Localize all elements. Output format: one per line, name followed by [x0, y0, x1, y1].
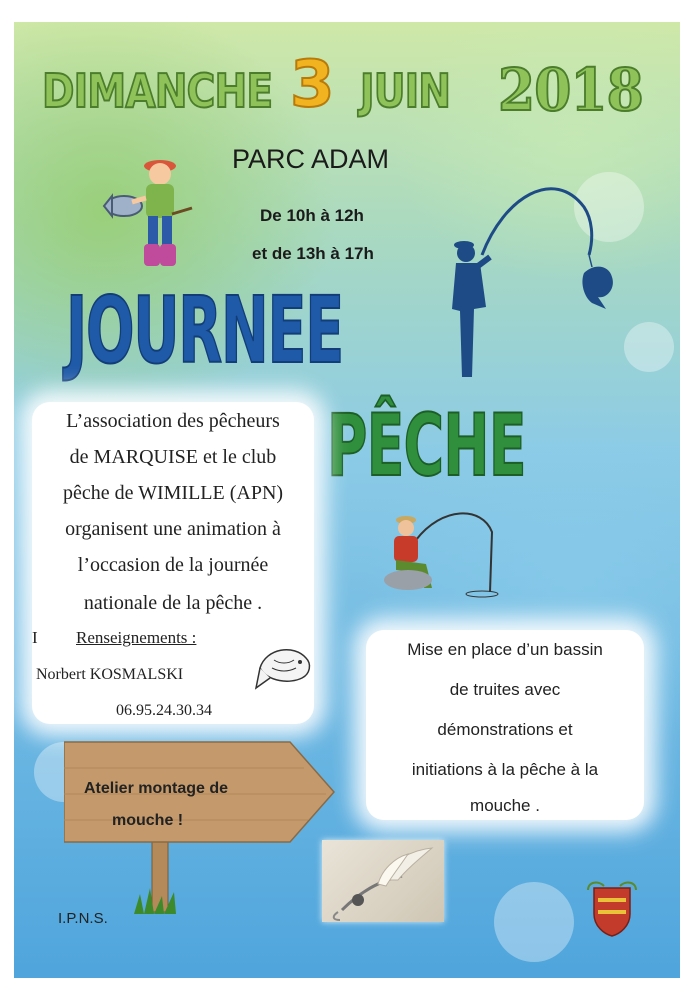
fisherman-with-fish-icon	[102, 144, 194, 272]
bassin-card	[366, 630, 644, 820]
date-day-number: 3	[290, 48, 334, 122]
bassin-line: initiations à la pêche à la	[411, 760, 599, 779]
sign-text-line1: Atelier montage de	[84, 780, 229, 797]
association-line: l’occasion de la journée	[77, 554, 269, 576]
poster	[14, 22, 680, 978]
date-year: 2018	[498, 56, 643, 124]
angler-silhouette-icon	[434, 177, 634, 382]
title-journee: JOURNEE	[66, 277, 343, 384]
date-month: JUIN	[360, 64, 451, 118]
fish-drawing-icon	[254, 638, 318, 694]
hours-afternoon: et de 13h à 17h	[252, 244, 374, 263]
hours-morning: De 10h à 12h	[260, 206, 364, 225]
event-place: PARC ADAM	[232, 144, 390, 174]
association-line: de MARQUISE et le club	[69, 446, 277, 468]
wooden-signpost-icon	[64, 738, 354, 918]
association-line: nationale de la pêche .	[83, 592, 263, 614]
association-line: organisent une animation à	[65, 518, 281, 540]
date-day: DIMANCHE	[42, 64, 273, 118]
association-card	[32, 402, 314, 724]
info-label: Renseignements :	[76, 628, 197, 647]
bassin-line: démonstrations et	[437, 720, 573, 739]
bassin-line: de truites avec	[449, 680, 561, 699]
association-line: pêche de WIMILLE (APN)	[62, 482, 284, 504]
club-emblem-icon	[584, 878, 640, 938]
bassin-line: mouche .	[470, 796, 540, 815]
contact-phone: 06.95.24.30.34	[116, 702, 212, 719]
workshop-sign	[64, 738, 354, 918]
info-marker: I	[32, 628, 38, 647]
sign-text-line2: mouche !	[112, 812, 184, 829]
bassin-line: Mise en place d’un bassin	[407, 640, 603, 659]
bokeh-circle	[494, 882, 574, 962]
seated-angler-icon	[382, 502, 502, 602]
event-date	[42, 48, 662, 128]
association-line: L’association des pêcheurs	[66, 410, 280, 432]
ipns-mention: I.P.N.S.	[58, 910, 108, 927]
title-peche: PÊCHE	[327, 396, 526, 496]
fishing-fly-photo	[322, 840, 444, 922]
contact-name: Norbert KOSMALSKI	[36, 666, 184, 683]
